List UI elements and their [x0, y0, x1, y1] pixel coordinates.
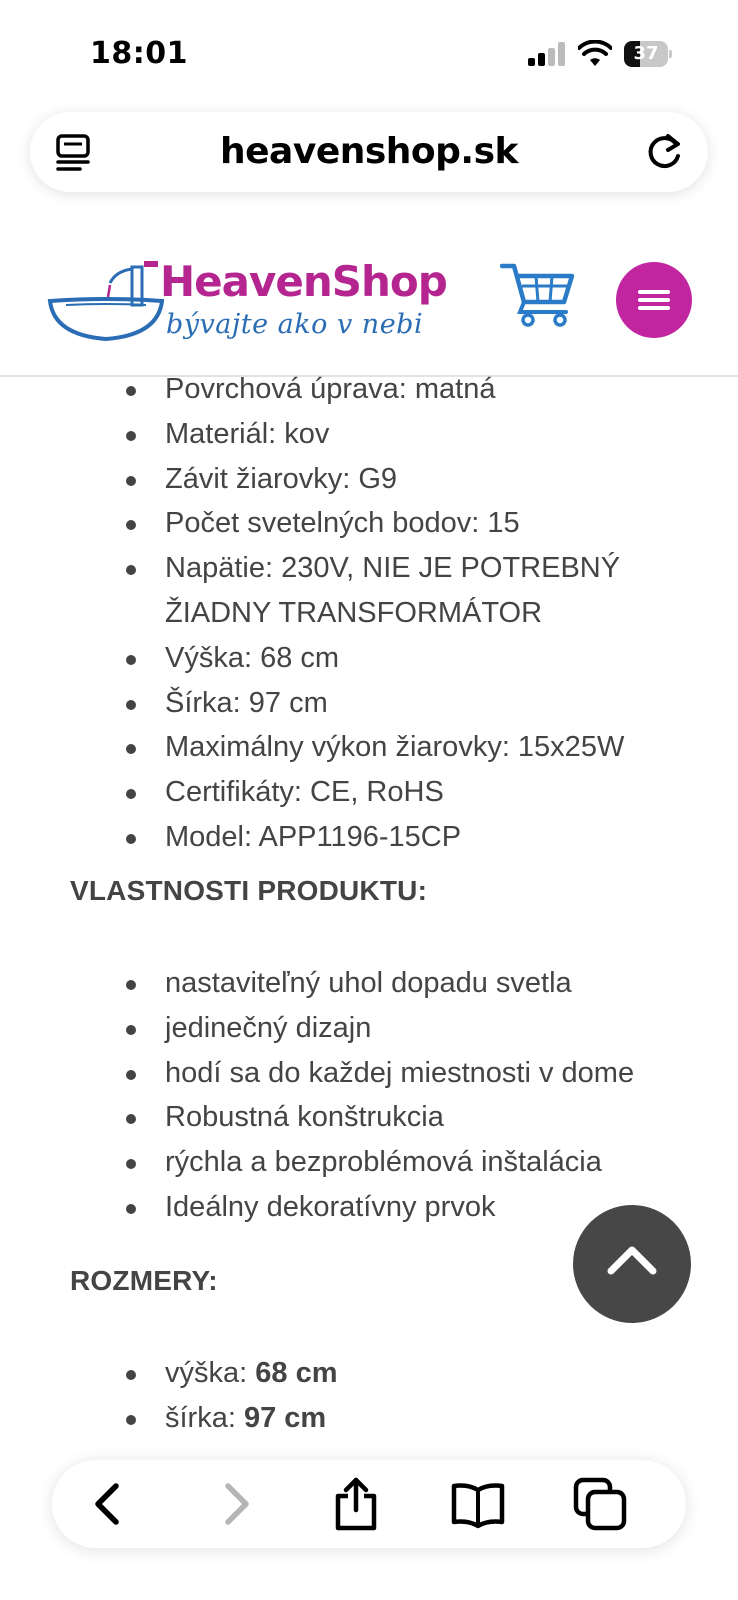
- status-bar: [0, 0, 738, 100]
- site-header: [0, 215, 738, 377]
- feature-item: hodí sa do každej miestnosti v dome: [0, 1051, 705, 1096]
- spec-item: Výška: 68 cm: [0, 636, 705, 681]
- scroll-to-top-button[interactable]: [573, 1205, 691, 1323]
- browser-toolbar: [52, 1460, 686, 1548]
- battery-icon: [624, 41, 672, 67]
- site-logo[interactable]: [46, 253, 447, 353]
- back-icon[interactable]: [82, 1476, 138, 1532]
- dimensions-heading: ROZMERY:: [70, 1265, 218, 1296]
- share-icon[interactable]: [328, 1476, 384, 1532]
- dimension-item: šírka: 97 cm: [0, 1396, 705, 1441]
- feature-item: nastaviteľný uhol dopadu svetla: [0, 961, 705, 1006]
- url-text[interactable]: heavenshop.sk: [220, 131, 518, 172]
- feature-item: Robustná konštrukcia: [0, 1095, 705, 1140]
- battery-level: 37: [633, 43, 659, 64]
- reload-icon[interactable]: [642, 130, 686, 174]
- spec-item: Model: APP1196-15CP: [0, 815, 705, 860]
- chevron-up-icon: [573, 1205, 691, 1323]
- logo-name: HeavenShop: [160, 257, 447, 306]
- logo-tagline: bývajte ako v nebi: [166, 309, 424, 340]
- menu-button[interactable]: [616, 262, 692, 338]
- dimensions-list: [0, 1351, 738, 1441]
- feature-item: rýchla a bezproblémová inštalácia: [0, 1140, 705, 1185]
- address-bar[interactable]: [30, 112, 708, 192]
- feature-item: jedinečný dizajn: [0, 1006, 705, 1051]
- basin-icon: [46, 253, 166, 353]
- menu-icon: [638, 290, 670, 294]
- spec-item: Maximálny výkon žiarovky: 15x25W: [0, 725, 705, 770]
- spec-item: Závit žiarovky: G9: [0, 457, 705, 502]
- spec-item: Materiál: kov: [0, 412, 705, 457]
- tabs-icon[interactable]: [572, 1476, 628, 1532]
- spec-item: Šírka: 97 cm: [0, 681, 705, 726]
- wifi-icon: [578, 40, 612, 68]
- spec-item: Napätie: 230V, NIE JE POTREBNÝ ŽIADNY TRANSFORMÁTOR: [0, 546, 705, 636]
- status-time: 18:01: [90, 36, 188, 71]
- forward-icon[interactable]: [206, 1476, 262, 1532]
- spec-list: [0, 367, 738, 860]
- cart-icon[interactable]: [500, 260, 576, 328]
- features-heading: VLASTNOSTI PRODUKTU:: [70, 875, 428, 906]
- spec-item: Počet svetelných bodov: 15: [0, 501, 705, 546]
- spec-item: Povrchová úprava: matná: [0, 367, 705, 412]
- feature-item: Ideálny dekoratívny prvok: [0, 1185, 705, 1230]
- signal-icon: [528, 42, 568, 66]
- dimension-item: výška: 68 cm: [0, 1351, 705, 1396]
- spec-item: Certifikáty: CE, RoHS: [0, 770, 705, 815]
- bookmarks-icon[interactable]: [450, 1476, 506, 1532]
- feature-list: [0, 961, 738, 1230]
